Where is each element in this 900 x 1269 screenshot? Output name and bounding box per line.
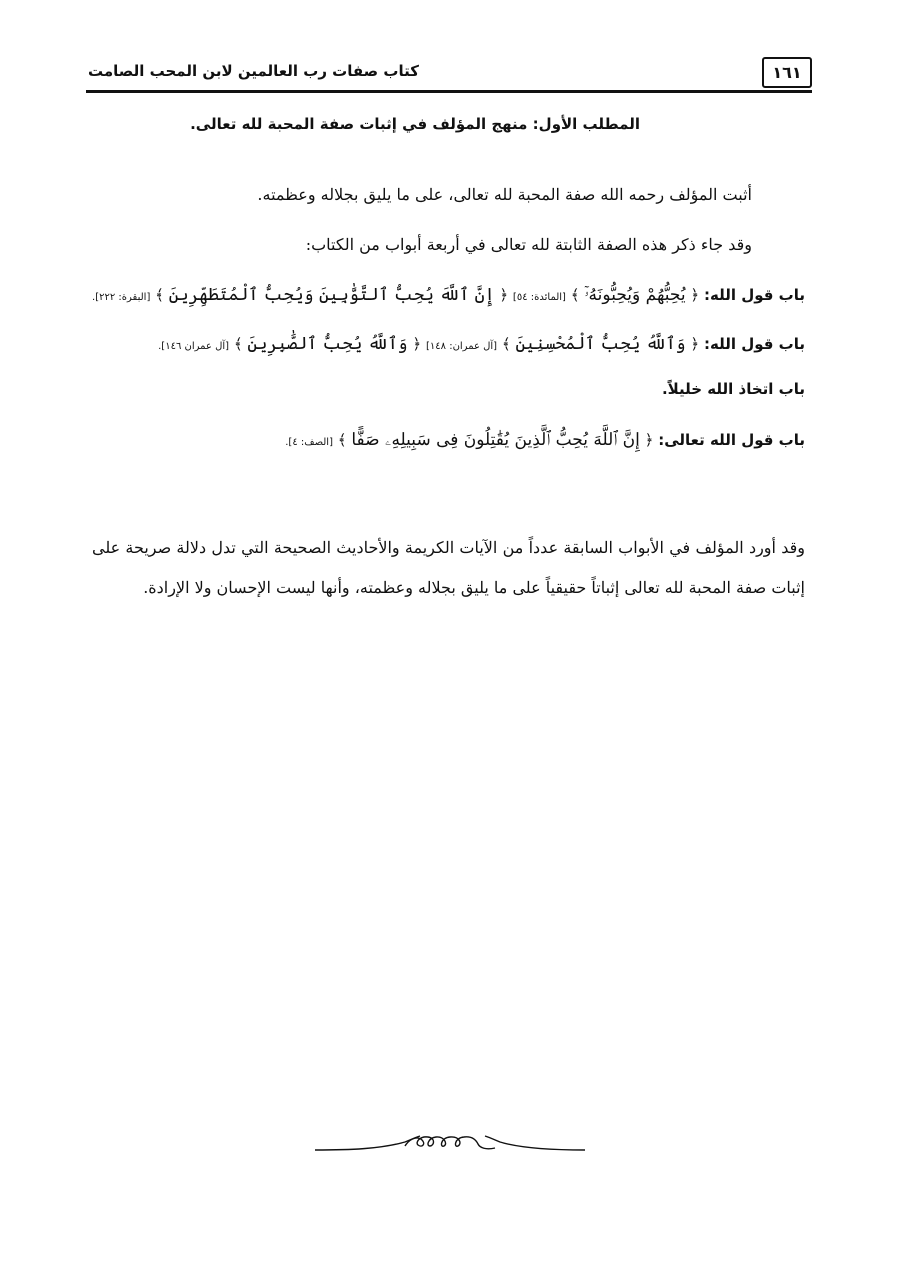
chapter-2 bbox=[60, 333, 805, 354]
intro-paragraph-1: أثبت المؤلف رحمه الله صفة المحبة لله تعالى، على ما يليق بجلاله وعظمته. bbox=[257, 185, 752, 204]
chapter-2-ref-2: [آل عمران ١٤٦]. bbox=[158, 341, 230, 352]
chapter-3-label: باب اتخاذ الله خليلاً. bbox=[661, 380, 805, 398]
chapter-3 bbox=[60, 380, 805, 398]
page-number: ١٦١ bbox=[762, 57, 812, 88]
chapter-1-label: باب قول الله: bbox=[703, 286, 805, 304]
chapter-4-close-bracket: ﴾ bbox=[337, 431, 347, 449]
chapter-1-close-bracket-2: ﴾ bbox=[155, 286, 164, 304]
chapter-4 bbox=[60, 430, 805, 450]
intro-paragraph-2: وقد جاء ذكر هذه الصفة الثابتة لله تعالى في أربعة أبواب من الكتاب: bbox=[305, 235, 752, 254]
chapter-4-label: باب قول الله تعالى: bbox=[658, 431, 805, 449]
chapter-4-verse-1: إِنَّ ٱللَّهَ يُحِبُّ ٱلَّذِينَ يُقَٰتِلُونَ فِى سَبِيلِهِۦ صَفًّا bbox=[351, 430, 640, 450]
chapter-4-open-bracket: ﴿ bbox=[644, 431, 654, 449]
chapter-2-label: باب قول الله: bbox=[703, 335, 805, 353]
chapter-1 bbox=[60, 284, 805, 305]
chapter-1-ref-2: [البقرة: ٢٢٢]. bbox=[92, 292, 151, 303]
chapter-2-open-bracket: ﴿ bbox=[690, 335, 700, 353]
chapter-2-close-bracket: ﴾ bbox=[501, 335, 511, 353]
header-rule bbox=[86, 90, 812, 93]
chapter-1-ref-1: [المائدة: ٥٤] bbox=[512, 292, 566, 303]
chapter-2-close-bracket-2: ﴾ bbox=[233, 335, 243, 353]
chapter-2-verse-1: وَٱللَّهُ يُحِبُّ ٱلْمُحْسِنِينَ bbox=[515, 334, 686, 354]
page-header bbox=[88, 52, 812, 92]
chapter-1-open-bracket-2: ﴿ bbox=[499, 286, 509, 304]
chapter-4-ref-1: [الصف: ٤]. bbox=[285, 437, 333, 448]
section-heading: المطلب الأول: منهج المؤلف في إثبات صفة المحبة لله تعالى. bbox=[190, 115, 640, 133]
chapter-2-ref-1: [آل عمران: ١٤٨] bbox=[425, 341, 498, 352]
ornament-divider-icon bbox=[310, 1128, 590, 1158]
chapter-1-close-bracket: ﴾ bbox=[570, 286, 580, 304]
book-title: كتاب صفات رب العالمين لابن المحب الصامت bbox=[88, 62, 419, 80]
chapter-1-verse-1: يُحِبُّهُمْ وَيُحِبُّونَهُۥٓ bbox=[584, 285, 686, 305]
chapter-2-open-bracket-2: ﴿ bbox=[412, 335, 422, 353]
conclusion-paragraph: وقد أورد المؤلف في الأبواب السابقة عدداً من الآيات الكريمة والأحاديث الصحيحة التي تدل دلالة صريحة على إثبات صفة المحبة لله تعالى إثباتاً حقيقياً على ما يليق بجلاله وعظمته، وأنها ليست الإحسان ولا الإرادة. bbox=[92, 538, 805, 597]
chapter-2-verse-2: وَٱللَّهُ يُحِبُّ ٱلصَّٰبِرِينَ bbox=[247, 334, 408, 354]
chapter-1-verse-2: إِنَّ ٱللَّهَ يُحِبُّ ٱلتَّوَّٰبِينَ وَيُحِبُّ ٱلْمُتَطَهِّرِينَ bbox=[168, 285, 495, 305]
chapter-1-open-bracket: ﴿ bbox=[690, 286, 700, 304]
